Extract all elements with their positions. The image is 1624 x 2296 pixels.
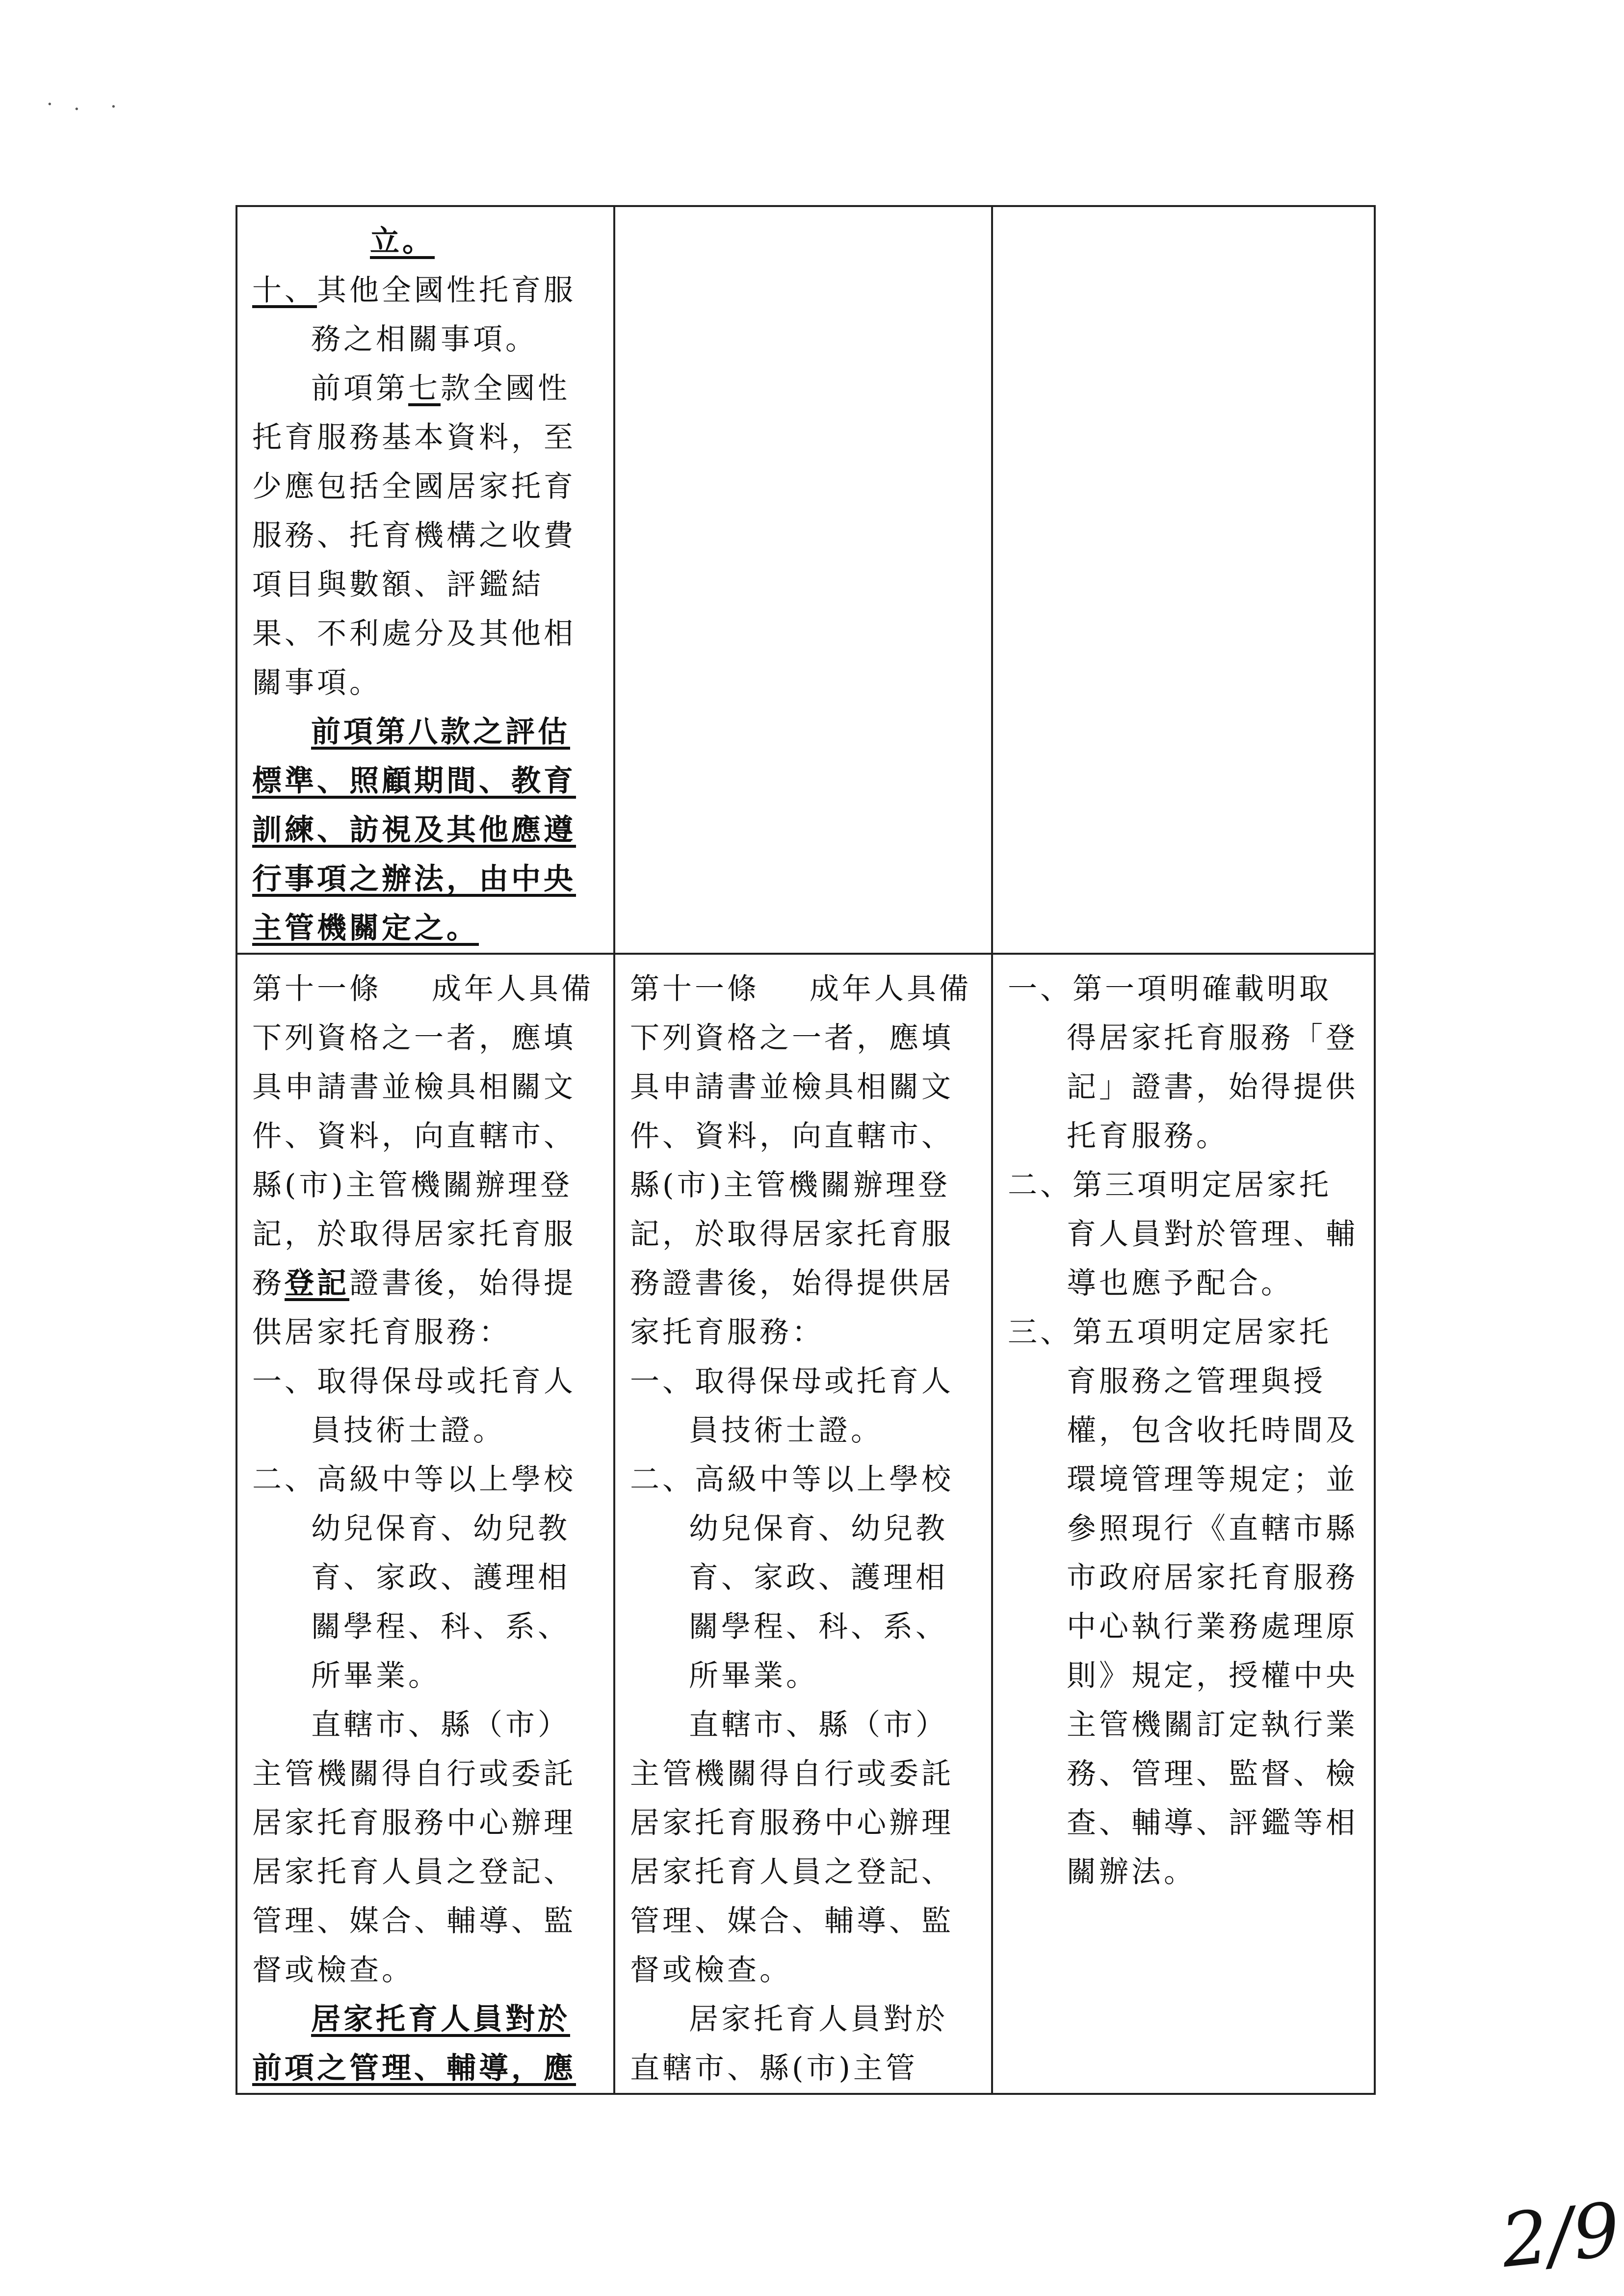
paragraph-text: 直轄市、縣（市）主管機關得自行或委託居家托育服務中心辦理居家托育人員之登記、管理、媒合、輔導、監督或檢查。 bbox=[252, 1708, 576, 1987]
text-line: 立。 bbox=[370, 224, 435, 259]
list-item: 一、取得保母或托育人員技術士證。 bbox=[630, 1364, 954, 1448]
explanation-cell bbox=[992, 954, 1375, 2094]
paragraph-text: 成年人具備下列資格之一者，應填具申請書並檢具相關文件、資料，向直轄市、縣(市)主管機關辦理登記，於取得居家托育服務 bbox=[252, 972, 594, 1301]
paragraph-text: 直轄市、縣（市）主管機關得自行或委託居家托育服務中心辦理居家托育人員之登記、管理、媒合、輔導、監督或檢查。 bbox=[630, 1708, 954, 1987]
current-text-cell bbox=[614, 954, 992, 2094]
note-item: 二、第三項明定居家托育人員對於管理、輔導也應予配合。 bbox=[1008, 1168, 1358, 1301]
page-number: 2/9 bbox=[1497, 2187, 1624, 2285]
article-number: 第十一條 bbox=[252, 972, 382, 1006]
current-text-cell bbox=[614, 206, 992, 954]
scan-speck: · bbox=[47, 93, 53, 116]
item-number: 十、 bbox=[252, 273, 317, 308]
scan-speck: · bbox=[74, 98, 80, 121]
paragraph-text: 前項第 bbox=[311, 371, 408, 406]
list-item: 二、高級中等以上學校幼兒保育、幼兒教育、家政、護理相關學程、科、系、所畢業。 bbox=[252, 1462, 576, 1693]
list-item: 一、取得保母或托育人員技術士證。 bbox=[252, 1364, 576, 1448]
amended-text-cell bbox=[236, 206, 614, 954]
added-paragraph: 居家托育人員對於前項之管理、輔導，應 bbox=[252, 2002, 576, 2086]
paragraph-text: 款全國性托育服務基本資料，至少應包括全國居家托育服務、托育機構之收費項目與數額、評鑑結果、不利處分及其他相關事項。 bbox=[252, 371, 576, 700]
note-item: 三、第五項明定居家托育服務之管理與授權，包含收托時間及環境管理等規定；並參照現行《直轄市縣市政府居家托育服務中心執行業務處理原則》規定，授權中央主管機關訂定執行業務、管理、監督、檢查、輔導、評鑑等相關辦法。 bbox=[1008, 1315, 1358, 1889]
list-item: 二、高級中等以上學校幼兒保育、幼兒教育、家政、護理相關學程、科、系、所畢業。 bbox=[630, 1462, 954, 1693]
item-text: 其他全國性托育服 bbox=[317, 273, 576, 308]
highlighted-text: 登記 bbox=[285, 1266, 349, 1301]
amended-text-cell bbox=[236, 954, 614, 2094]
explanation-cell bbox=[992, 206, 1375, 954]
comparison-table bbox=[236, 205, 1376, 2095]
scan-speck: · bbox=[110, 96, 117, 118]
paragraph-text: 成年人具備下列資格之一者，應填具申請書並檢具相關文件、資料，向直轄市、縣(市)主管機關辦理登記，於取得居家托育服務證書後，始得提供居家托育服務： bbox=[630, 972, 971, 1350]
note-item: 一、第一項明確載明取得居家托育服務「登記」證書，始得提供托育服務。 bbox=[1008, 972, 1358, 1153]
added-paragraph: 前項第八款之評估標準、照顧期間、教育訓練、訪視及其他應遵行事項之辦法，由中央主管機關定之。 bbox=[252, 715, 576, 945]
article-number: 第十一條 bbox=[630, 972, 760, 1006]
highlighted-text: 七 bbox=[408, 371, 441, 406]
paragraph-text: 證書後，始得提供居家托育服務： bbox=[252, 1266, 576, 1350]
table-row bbox=[236, 954, 1375, 2094]
paragraph-text: 居家托育人員對於直轄市、縣(市)主管 bbox=[630, 2002, 948, 2086]
item-text-continued: 務之相關事項。 bbox=[311, 322, 538, 357]
table-row bbox=[236, 206, 1375, 954]
